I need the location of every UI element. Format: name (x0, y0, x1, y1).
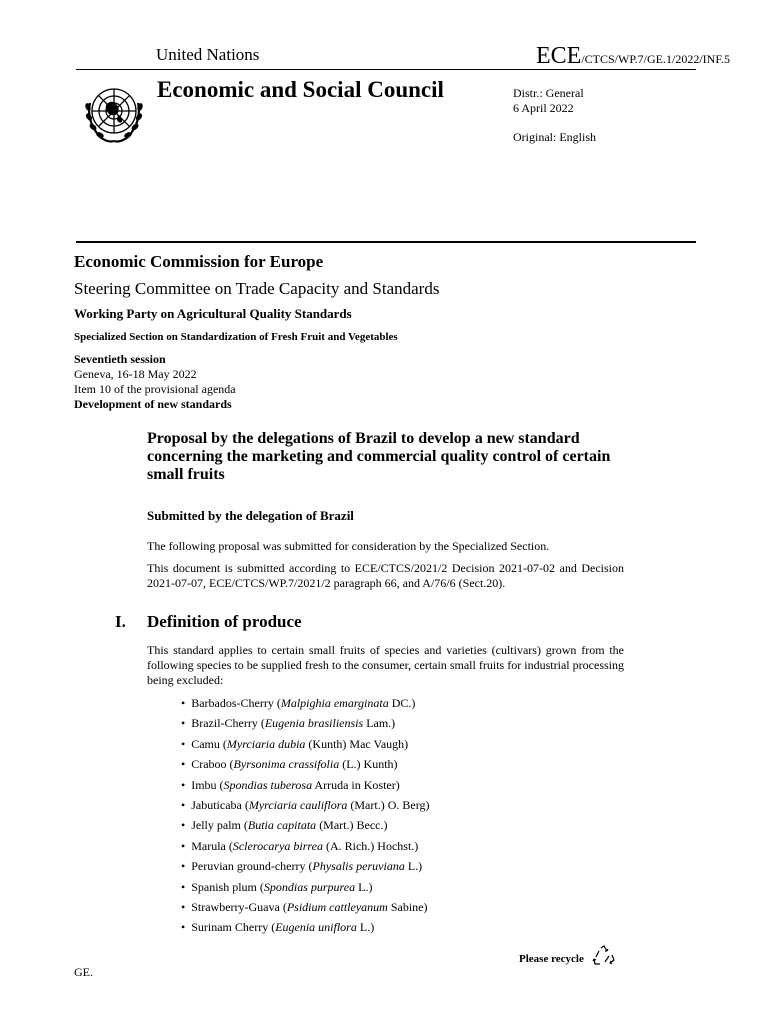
council-title: Economic and Social Council (157, 77, 444, 102)
working-party: Working Party on Agricultural Quality Standards (74, 306, 352, 321)
session-info (74, 352, 236, 412)
list-item: • Jabuticaba (Myrciaria cauliflora (Mart.) O. Berg) (181, 797, 430, 812)
symbol-prefix: ECE (536, 43, 582, 69)
commission-heading: Economic Commission for Europe (74, 252, 324, 271)
session-place: Geneva, 16-18 May 2022 (74, 367, 197, 381)
distribution-info (513, 86, 584, 116)
symbol-suffix: /CTCS/WP.7/GE.1/2022/INF.5 (581, 52, 731, 66)
list-item: • Camu (Myrciaria dubia (Kunth) Mac Vaugh) (181, 736, 409, 751)
list-item: • Jelly palm (Butia capitata (Mart.) Becc.) (181, 818, 388, 833)
agenda-topic: Development of new standards (74, 397, 232, 411)
fruit-list (181, 693, 429, 938)
list-item: • Strawberry-Guava (Psidium cattleyanum Sabine) (181, 899, 428, 914)
list-item: • Barbados-Cherry (Malpighia emarginata DC.) (181, 696, 416, 710)
steering-committee: Steering Committee on Trade Capacity and Standards (74, 279, 440, 298)
list-item: • Imbu (Spondias tuberosa Arruda in Koster) (181, 777, 400, 792)
agenda-item: Item 10 of the provisional agenda (74, 382, 236, 396)
session-name: Seventieth session (74, 352, 166, 366)
org-name: United Nations (156, 45, 260, 64)
section-heading: Definition of produce (147, 612, 302, 631)
list-item: • Craboo (Byrsonima crassifolia (L.) Kunth) (181, 757, 398, 772)
recycle-text: Please recycle (519, 953, 584, 965)
section-number: I. (115, 612, 126, 631)
list-item: • Spanish plum (Spondias purpurea L.) (181, 879, 373, 894)
distr-label: Distr.: General (513, 86, 584, 100)
document-symbol (536, 43, 730, 70)
recycle-icon (592, 945, 616, 967)
header-rule (76, 69, 696, 70)
submitted-by: Submitted by the delegation of Brazil (147, 508, 354, 523)
list-item: • Surinam Cherry (Eugenia uniflora L.) (181, 920, 375, 935)
ge-code: GE. (74, 965, 93, 979)
original-language: Original: English (513, 130, 596, 144)
paragraph-intro: The following proposal was submitted for consideration by the Specialized Section. (147, 539, 550, 553)
list-item: • Brazil-Cherry (Eugenia brasiliensis Lam.) (181, 716, 396, 731)
paragraph-scope: This standard applies to certain small fruits of species and varieties (cultivars) grown from the following species to be supplied fresh to the consumer, certain small fruits for industrial processing being excluded: (147, 643, 624, 687)
list-item: • Peruvian ground-cherry (Physalis peruviana L.) (181, 859, 423, 874)
header-divider (76, 241, 696, 243)
paragraph-basis: This document is submitted according to ECE/CTCS/2021/2 Decision 2021-07-02 and Decision 2021-07-07, ECE/CTCS/WP.7/2021/2 paragraph 66, and A/76/6 (Sect.20). (147, 561, 624, 590)
specialized-section: Specialized Section on Standardization of Fresh Fruit and Vegetables (74, 331, 398, 343)
list-item: • Marula (Sclerocarya birrea (A. Rich.) Hochst.) (181, 838, 419, 853)
document-title: Proposal by the delegations of Brazil to develop a new standard concerning the marketing and commercial quality control of certain small fruits (147, 430, 611, 483)
issue-date: 6 April 2022 (513, 101, 574, 115)
un-emblem-icon (78, 77, 150, 149)
